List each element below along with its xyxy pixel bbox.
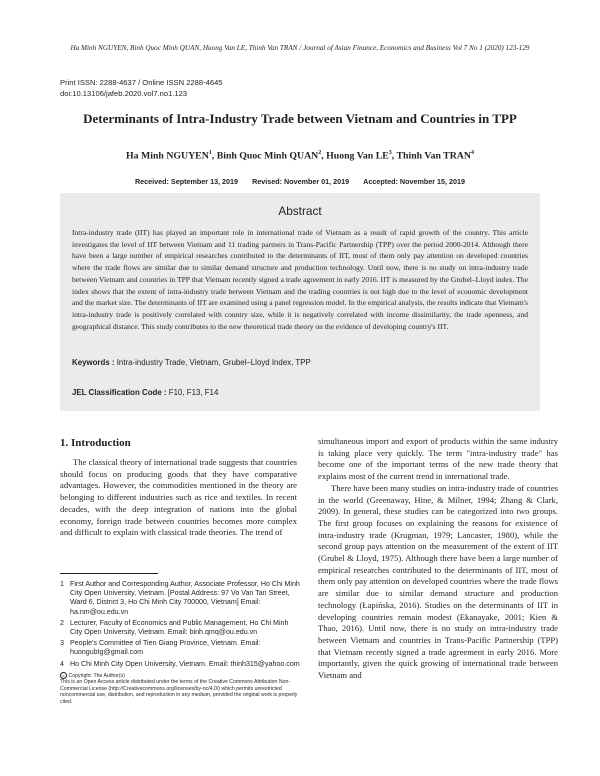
license-text: This is an Open Access article distributed under the terms of the Creative Commons Attribution Non-Commercial License (http://Creativecommons.org/licenses/by-nc/4.0/) which permits unrestricted noncommercial use, distribution, and reproduction in any medium, provided the original work is properly cited. — [60, 679, 298, 706]
footnote — [60, 619, 300, 637]
author-affiliation-mark: 3 — [388, 150, 392, 156]
jel-line — [72, 388, 218, 397]
accepted-date: Accepted: November 15, 2019 — [363, 177, 466, 186]
copyright-icon: c — [60, 672, 67, 679]
footnote-number: 3 — [60, 639, 64, 648]
intro-paragraph-continued: simultaneous import and export of products within the same industry is taking place very quickly. The term "intra-industry trade" has become one of the important terms of the new trade theory that explains most of the current trend in international trade. — [318, 436, 558, 482]
copyright-notice — [60, 672, 300, 706]
author-affiliation-mark: 2 — [318, 150, 322, 156]
author-separator: , — [321, 150, 327, 162]
author-name: Ha Minh NGUYEN — [126, 150, 209, 162]
footnote — [60, 639, 300, 657]
article-dates — [60, 177, 540, 186]
author-separator: , — [391, 150, 397, 162]
footnote — [60, 660, 300, 669]
footnote-number: 4 — [60, 659, 64, 668]
author-affiliation-mark: 4 — [470, 150, 474, 156]
intro-paragraph: There have been many studies on intra-industry trade of countries in the world (Greenaway, Hine, & Milner, 1994; Zhang & Clark, 2009). In general, these studies can be categorized into two groups. The first group focuses on explaining the reasons for existence of intra-industry trade (Krugman, 1979; Lancaster, 1980), while the second group pays attention on the measurement of the extent of IIT (Grubel & Lloyd, 1975). Although there have been a large number of empirical researches contributed to the determinants of IIT, most of them only pay attention on developed countries where the trade flows are similar due to similar demand structure and production technology (Łapińska, 2016). Studies on the determinants of IIT in developing countries remain modest (Ekanayake, 2001; Kien & Thao, 2016). Until now, there is no study on intra-industry trade between Vietnam and countries in Trans-Pacific Partnership (TPP) that Vietnam recently signed a trade agreement in early 2016. More importantly, given the quick growing of international trade between Vietnam and — [318, 482, 558, 681]
issn-block — [60, 77, 223, 99]
footnote-text: Ho Chi Minh City Open University, Vietnam. Email: thinh315@yahoo.com — [70, 659, 300, 668]
author-affiliation-mark: 1 — [208, 150, 212, 156]
author-name: Binh Quoc Minh QUAN — [216, 150, 319, 162]
copyright-text: Copyright: The Author(s) — [68, 672, 125, 679]
footnote-number: 2 — [60, 618, 64, 627]
author-list — [40, 150, 560, 161]
copyright-line — [60, 672, 300, 679]
revised-date: Revised: November 01, 2019 — [252, 177, 350, 186]
intro-paragraph: The classical theory of international trade suggests that countries should focus on producing goods that they have comparative advantages. However, the commodities mentioned in the theory are belonging to different industries such as rice and textiles. In recent decades, with the deep integration of nations into the global economy, foreign trade between countries becomes more complex and difficult to explain with classical trade theories. The trend of — [60, 457, 297, 538]
author-separator: , — [211, 150, 217, 162]
keywords-line — [72, 358, 311, 367]
left-column — [60, 437, 297, 539]
footnote-text: People's Committee of Tien Giang Province, Vietnam. Email: huongubtg@gmail.com — [70, 639, 261, 657]
keywords-label: Keywords : — [72, 358, 115, 367]
issn-line: Print ISSN: 2288-4637 / Online ISSN 2288-4645 — [60, 78, 223, 87]
section-heading: 1. Introduction — [60, 437, 131, 449]
author-name: Thinh Van TRAN — [396, 150, 471, 162]
received-date: Received: September 13, 2019 — [134, 177, 239, 186]
jel-value: F10, F13, F14 — [166, 388, 219, 397]
abstract-text: Intra-industry trade (IIT) has played an important role in international trade of Vietnam as a result of rapid growth of the country. This article investigates the level of IIT between Vietnam and 11 trading partners in Trans-Pacific Partnership (TPP) over the period 2000-2014. Although there have been a large number of empirical researches contributed to the determinants of IIT, most of them only pay attention on developed countries where the trade flows are similar due to similar demand structure and production technology. Until now, there is no study on intra-industry trade between Vietnam and countries in TPP that Vietnam recently signed a trade agreement in early 2016. IIT is measured by the Grubel–Lloyd index. The index shows that the extent of intra-industry trade between Vietnam and the trading countries is not high due to the level of economic development and the market size. The determinants of IIT are examined using a panel regression model. In the empirical analysis, the results indicate that Vietnam's intra-industry trade is positively correlated with country size, while it is negatively correlated with income dissimilarity, the trade openness, and geographical distance. This study contributes to the new theoretical trade theory on the evidence of developing country's IIT. — [72, 228, 528, 331]
author-name: Huong Van LE — [326, 150, 389, 162]
jel-label: JEL Classification Code : — [72, 388, 167, 397]
running-head: Ha Minh NGUYEN, Binh Quoc Minh QUAN, Huong Van LE, Thinh Van TRAN / Journal of Asian Finance, Economics and Business Vol 7 No 1 (2020) 123-129 — [70, 44, 530, 52]
article-title: Determinants of Intra-Industry Trade between Vietnam and Countries in TPP — [83, 111, 517, 126]
abstract-heading: Abstract — [278, 204, 322, 218]
footnote-text: First Author and Corresponding Author, Associate Professor, Ho Chi Minh City Open University, Vietnam. [Postal Address: 97 Vo Van Tan Street, Ward 6, District 3, Ho Chi Minh City 700000, Vietnam] Email: ha.nm@ou.edu.vn — [70, 580, 300, 616]
footnotes — [60, 580, 300, 706]
keywords-value: Intra-industry Trade, Vietnam, Grubel–Lloyd Index, TPP — [114, 358, 311, 367]
right-column — [318, 436, 558, 682]
footnote-divider — [60, 573, 158, 574]
footnote — [60, 580, 300, 617]
footnote-number: 1 — [60, 580, 64, 588]
footnote-text: Lecturer, Faculty of Economics and Public Management, Ho Chi Minh City Open University, Vietnam. Email: binh.qmq@ou.edu.vn — [70, 618, 289, 637]
doi-line: doi:10.13106/jafeb.2020.vol7.no1.123 — [60, 89, 188, 98]
